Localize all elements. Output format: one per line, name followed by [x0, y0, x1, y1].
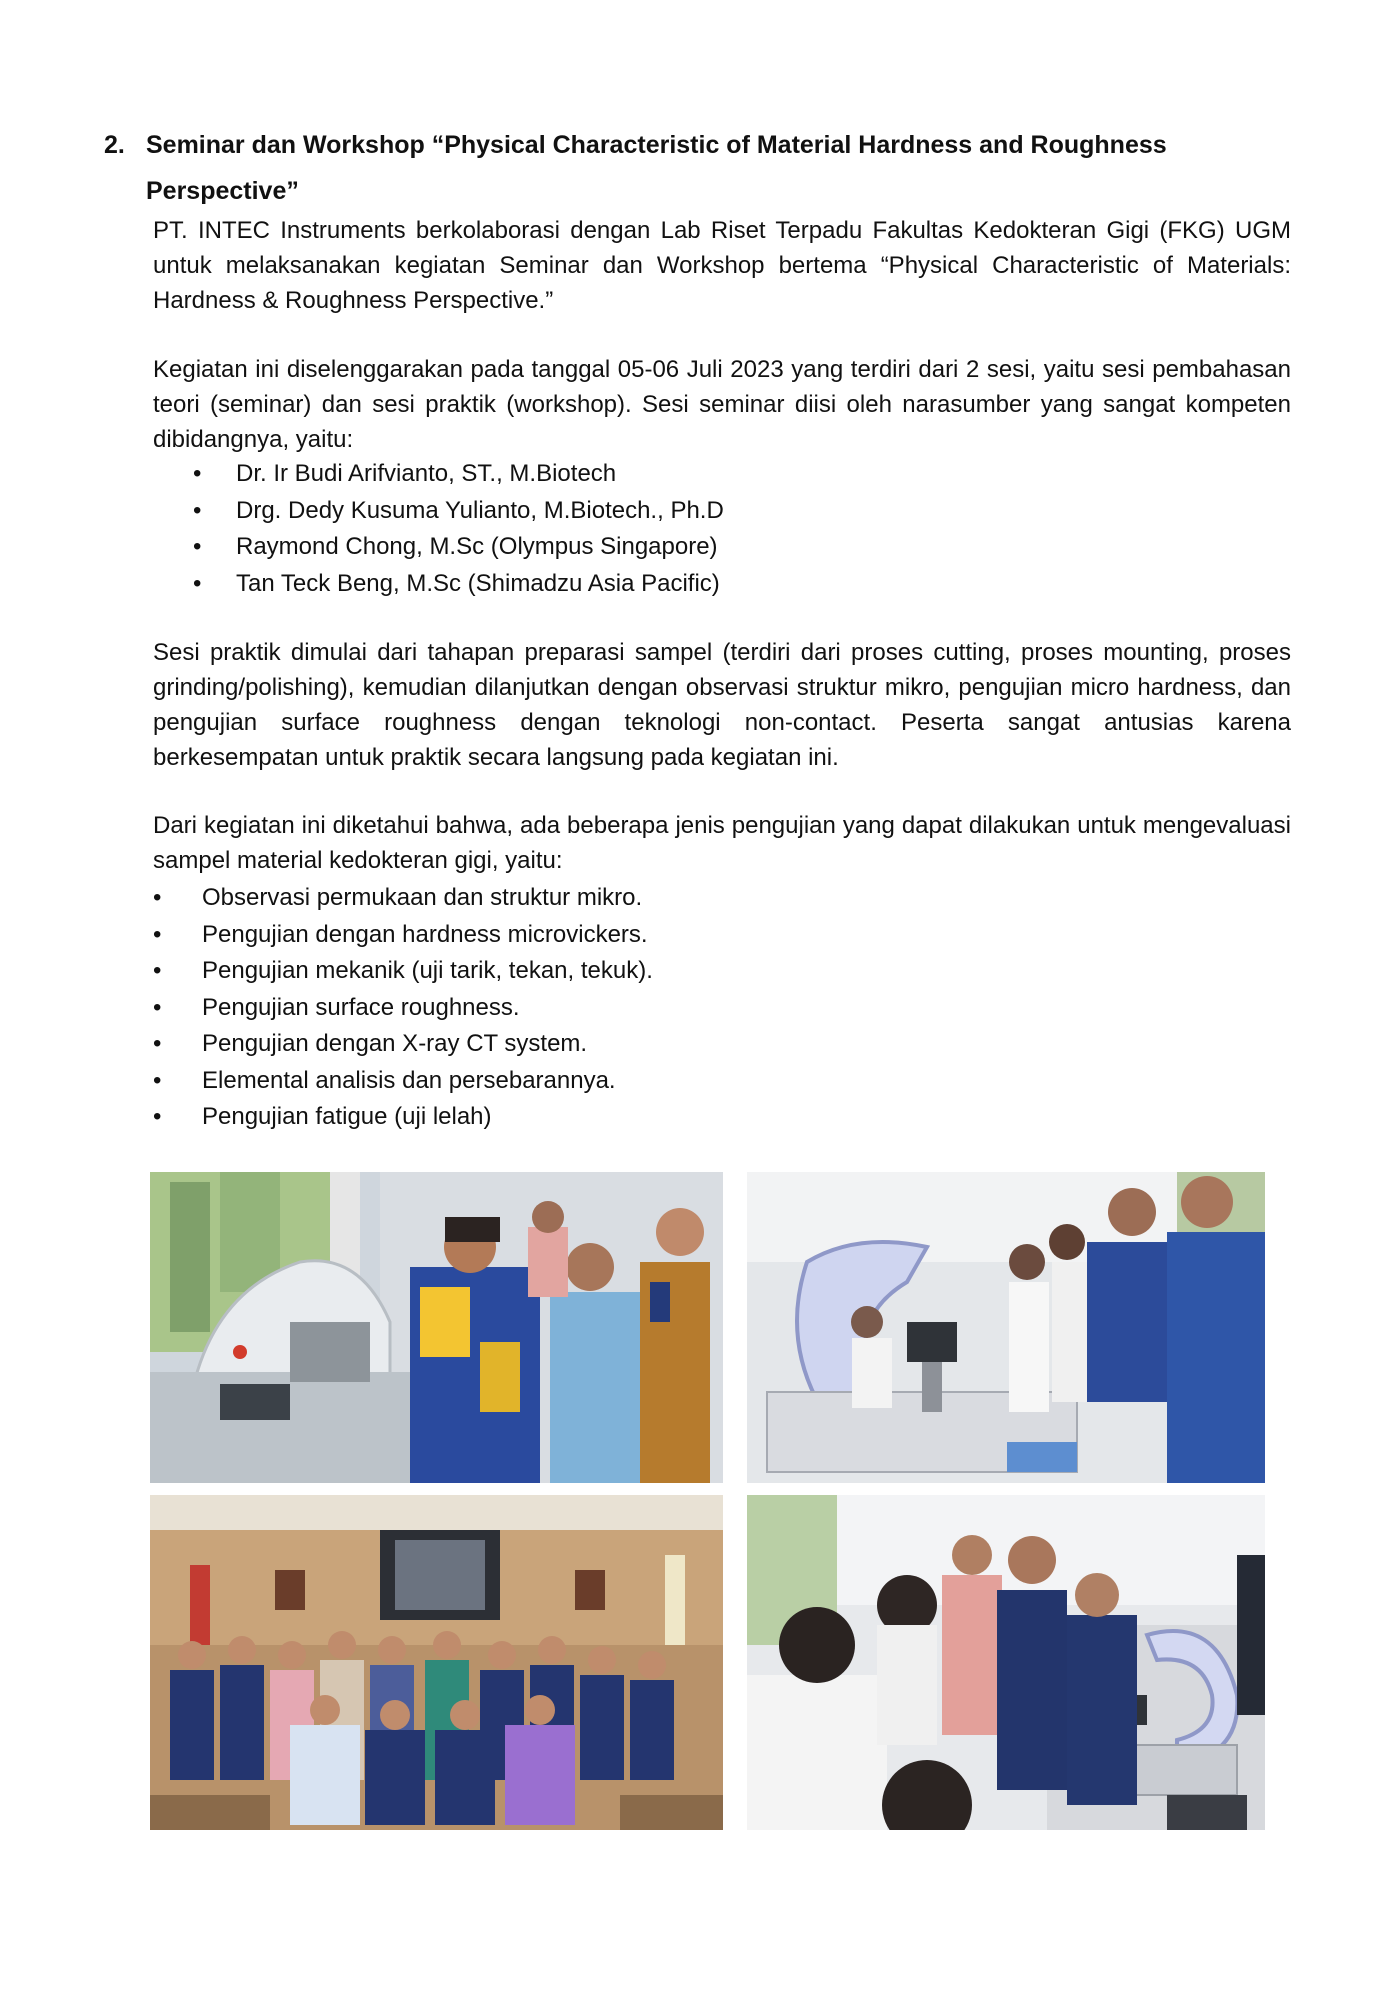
bullet-icon: • — [193, 496, 202, 524]
photo-cutting-machine — [150, 1172, 723, 1483]
speaker-name: Dr. Ir Budi Arifvianto, ST., M.Biotech — [236, 460, 617, 487]
schedule-paragraph: Kegiatan ini diselenggarakan pada tanggal 05-06 Juli 2023 yang terdiri dari 2 sesi, yaitu sesi pembahasan teori (seminar) dan sesi praktik (workshop). Sesi seminar diisi oleh narasumber yang sangat kompeten dibidangnya, yaitu: — [153, 356, 1291, 453]
test-item: Elemental analisis dan persebarannya. — [202, 1066, 616, 1094]
test-item: Pengujian fatigue (uji lelah) — [202, 1103, 492, 1130]
intro-paragraph: PT. INTEC Instruments berkolaborasi dengan Lab Riset Terpadu Fakultas Kedokteran Gigi (FKG) UGM untuk melaksanakan kegiatan Seminar dan Workshop bertema “Physical Characteristic of Materials: Hardness & Roughness Perspective.” — [153, 217, 1291, 314]
bullet-icon: • — [193, 460, 202, 487]
section-heading — [104, 122, 1304, 214]
test-item: Pengujian dengan X-ray CT system. — [202, 1030, 588, 1057]
list-item — [153, 566, 724, 603]
list-item — [153, 529, 724, 566]
bullet-icon: • — [153, 1066, 162, 1094]
list-item — [153, 953, 653, 990]
photo-roughness-instrument — [747, 1172, 1265, 1483]
bullet-icon: • — [153, 1030, 162, 1057]
speaker-name: Tan Teck Beng, M.Sc (Shimadzu Asia Pacific) — [236, 569, 720, 597]
bullet-icon: • — [153, 1103, 162, 1130]
section-number: 2. — [104, 131, 125, 159]
photo-group — [150, 1495, 723, 1830]
bullet-icon: • — [153, 957, 162, 984]
list-item — [153, 917, 653, 954]
list-item — [153, 1026, 653, 1063]
bullet-icon: • — [153, 920, 162, 948]
test-item: Pengujian mekanik (uji tarik, tekan, tekuk). — [202, 957, 653, 984]
list-item — [153, 990, 653, 1027]
bullet-icon: • — [153, 884, 162, 911]
section-title: Seminar dan Workshop “Physical Characteristic of Material Hardness and Roughness Perspective” — [146, 131, 1167, 205]
conclusion-paragraph: Dari kegiatan ini diketahui bahwa, ada beberapa jenis pengujian yang dapat dilakukan untuk mengevaluasi sampel material kedokteran gigi, yaitu: — [153, 812, 1291, 874]
speaker-name: Drg. Dedy Kusuma Yulianto, M.Biotech., Ph.D — [236, 496, 724, 524]
test-item: Pengujian surface roughness. — [202, 993, 520, 1021]
test-list — [153, 880, 653, 1136]
list-item — [153, 456, 724, 493]
list-item — [153, 493, 724, 530]
test-item: Pengujian dengan hardness microvickers. — [202, 920, 648, 948]
bullet-icon: • — [153, 993, 162, 1021]
practice-paragraph: Sesi praktik dimulai dari tahapan preparasi sampel (terdiri dari proses cutting, proses mounting, proses grinding/polishing), kemudian dilanjutkan dengan observasi struktur mikro, pengujian micro hardness, dan pengujian surface roughness dengan teknologi non-contact. Peserta sangat antusias karena berkesempatan untuk praktik secara langsung pada kegiatan ini. — [153, 639, 1291, 771]
bullet-icon: • — [193, 569, 202, 597]
list-item — [153, 1063, 653, 1100]
list-item — [153, 880, 653, 917]
photo-instrument-demo — [747, 1495, 1265, 1830]
list-item — [153, 1099, 653, 1136]
speaker-name: Raymond Chong, M.Sc (Olympus Singapore) — [236, 533, 718, 560]
bullet-icon: • — [193, 533, 202, 560]
test-item: Observasi permukaan dan struktur mikro. — [202, 884, 643, 911]
speaker-list — [153, 456, 724, 602]
